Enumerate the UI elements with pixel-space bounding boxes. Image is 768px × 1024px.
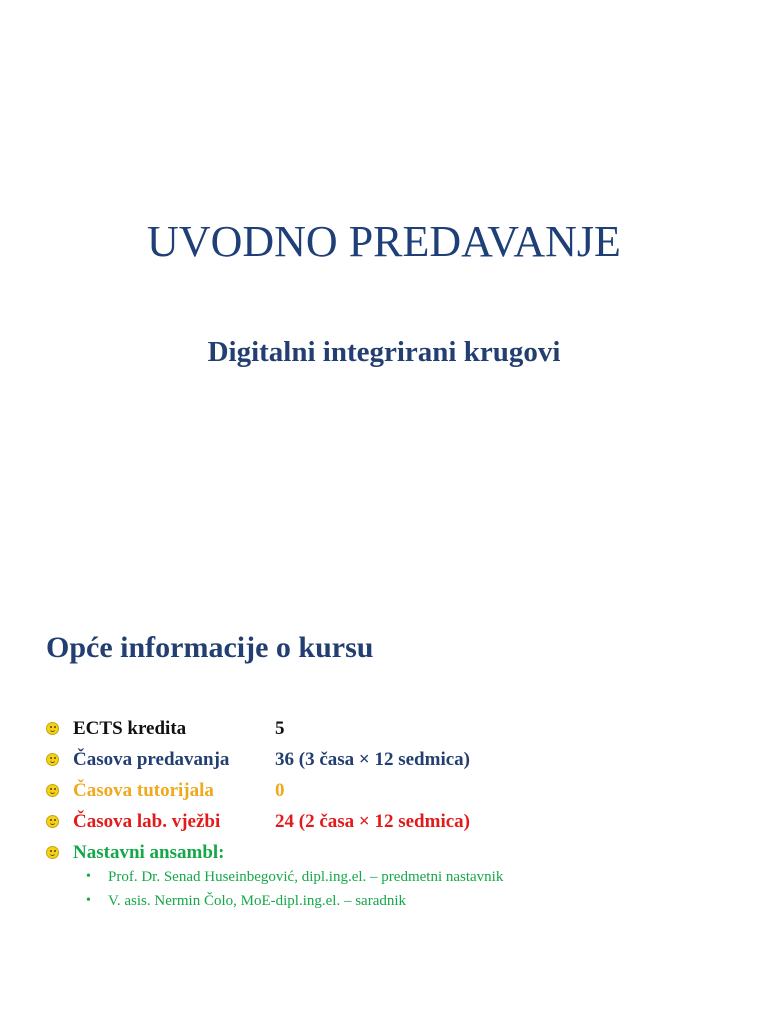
info-row-ects: [46, 713, 470, 744]
info-row-tutorials: [46, 775, 470, 806]
info-value: 36 (3 časa × 12 sedmica): [275, 748, 470, 770]
smiley-icon: [46, 722, 59, 735]
info-label: Časova predavanja: [73, 748, 230, 770]
info-label: ECTS kredita: [73, 717, 187, 739]
course-info-list: [46, 713, 470, 868]
bullet-icon: •: [86, 869, 91, 884]
smiley-icon: [46, 846, 59, 859]
info-row-lectures: [46, 744, 470, 775]
smiley-icon: [46, 815, 59, 828]
info-value: 24 (2 časa × 12 sedmica): [275, 810, 470, 832]
team-member: [86, 865, 503, 889]
team-member: [86, 889, 503, 913]
info-label: Nastavni ansambl:: [73, 841, 225, 863]
section-heading: Opće informacije o kursu: [46, 631, 374, 664]
info-value: 5: [275, 717, 285, 739]
smiley-icon: [46, 753, 59, 766]
team-list: [86, 865, 503, 913]
smiley-icon: [46, 784, 59, 797]
page-title: UVODNO PREDAVANJE: [147, 217, 621, 266]
info-row-labs: [46, 806, 470, 837]
info-label: Časova tutorijala: [73, 779, 214, 801]
info-row-team: [46, 837, 470, 868]
info-label: Časova lab. vježbi: [73, 810, 221, 832]
team-member-text: V. asis. Nermin Čolo, MoE-dipl.ing.el. – saradnik: [108, 892, 407, 909]
team-member-text: Prof. Dr. Senad Huseinbegović, dipl.ing.el. – predmetni nastavnik: [108, 868, 504, 885]
bullet-icon: •: [86, 893, 91, 908]
info-value: 0: [275, 779, 285, 801]
page-subtitle: Digitalni integrirani krugovi: [207, 336, 561, 368]
